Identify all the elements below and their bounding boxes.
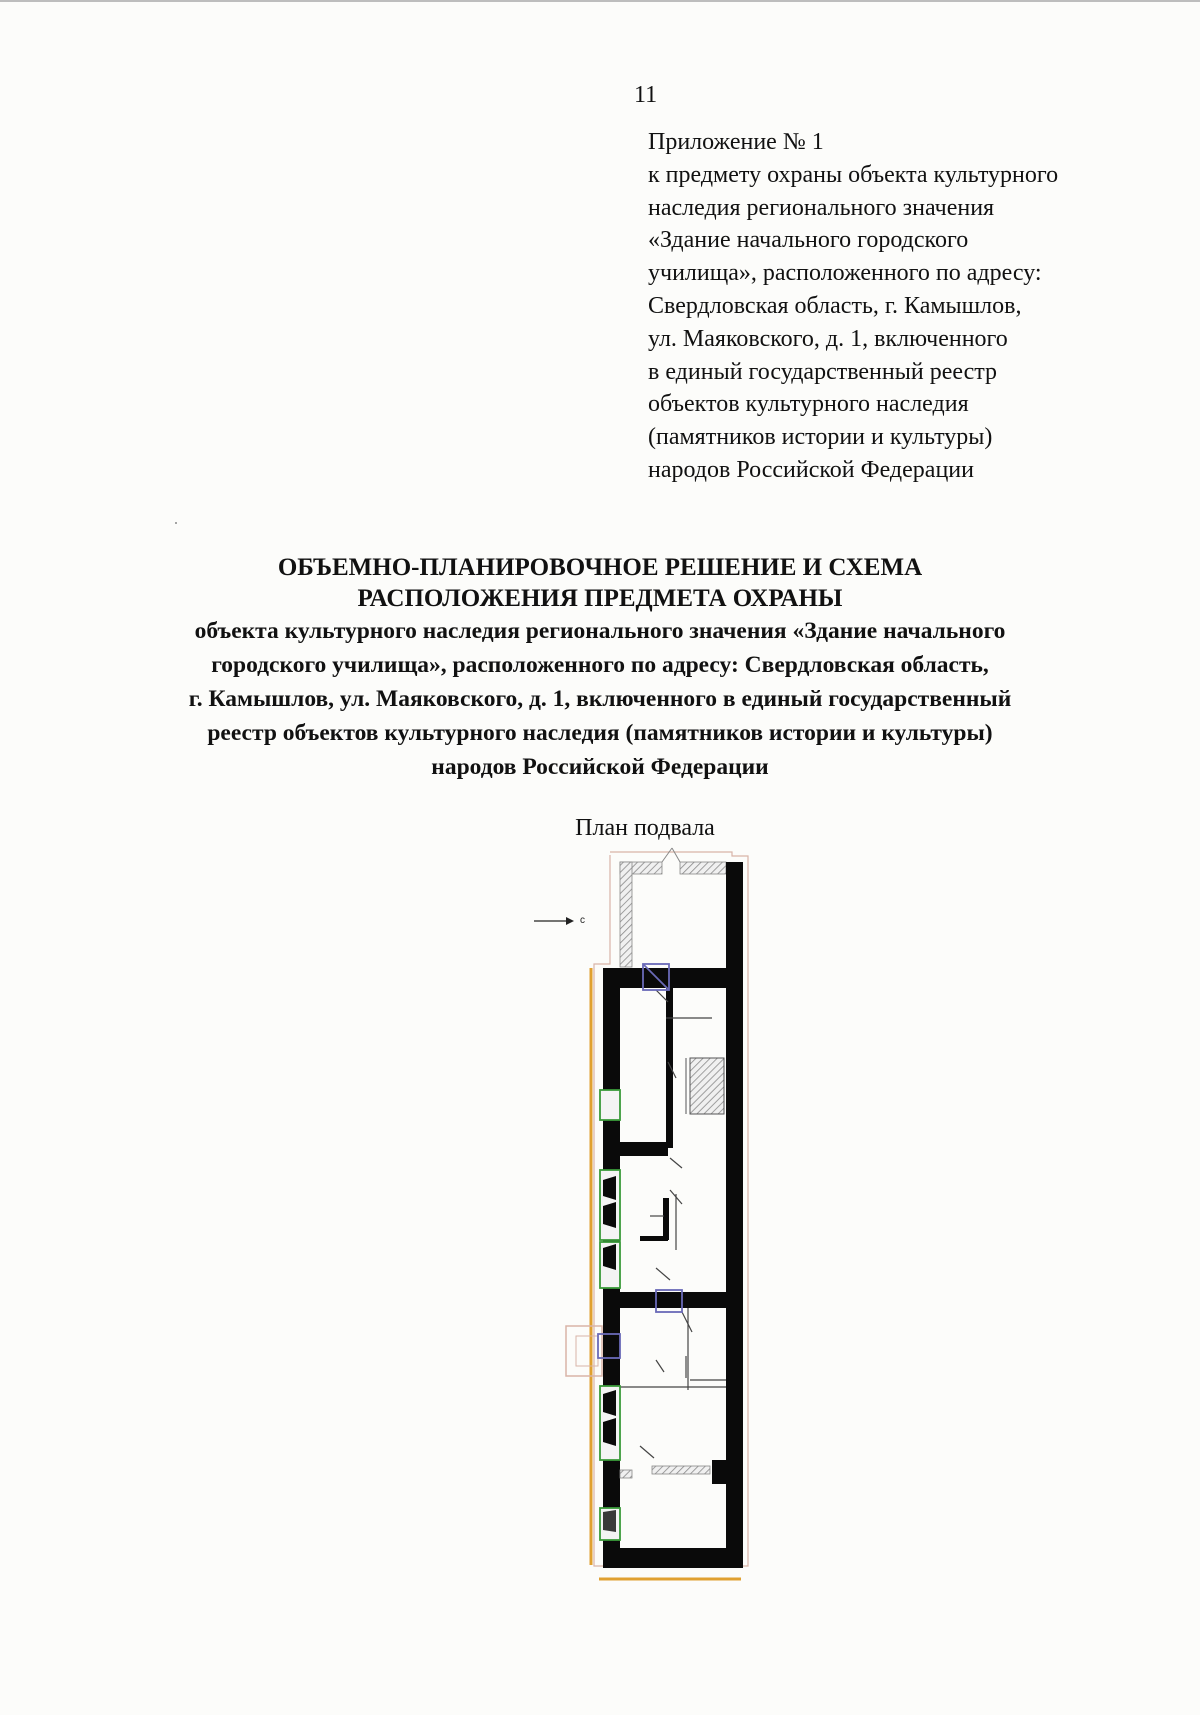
heading-subtitle-line: народов Российской Федерации — [431, 754, 769, 780]
basement-floor-plan — [520, 845, 760, 1585]
heading-subtitle-line: г. Камышлов, ул. Маяковского, д. 1, включенного в единый государственный — [188, 686, 1012, 712]
heading-subtitle-line: реестр объектов культурного наследия (памятников истории и культуры) — [207, 720, 993, 746]
hatched-partitions — [620, 1466, 710, 1478]
entrance-vestibule — [620, 848, 726, 967]
heading-title-line: РАСПОЛОЖЕНИЯ ПРЕДМЕТА ОХРАНЫ — [357, 585, 843, 612]
heading-subtitle-line: объекта культурного наследия регионального значения «Здание начального — [194, 618, 1006, 644]
appendix-line: «Здание начального городского — [648, 227, 969, 254]
north-label: с — [580, 915, 585, 926]
page-top-edge — [0, 0, 1200, 2]
load-bearing-walls — [603, 862, 743, 1568]
appendix-line: (памятников истории и культуры) — [648, 424, 993, 451]
scan-speck — [175, 522, 177, 524]
appendix-line: в единый государственный реестр — [648, 358, 998, 385]
appendix-line: Свердловская область, г. Камышлов, — [648, 292, 1022, 319]
heading-title-line: ОБЪЕМНО-ПЛАНИРОВОЧНОЕ РЕШЕНИЕ И СХЕМА — [277, 554, 923, 581]
appendix-line: объектов культурного наследия — [648, 391, 969, 418]
north-arrow — [534, 915, 585, 926]
plan-caption: План подвала — [575, 815, 715, 841]
heading-subtitle-line: городского училища», расположенного по адресу: Свердловская область, — [211, 652, 989, 678]
staircase — [686, 1058, 724, 1114]
appendix-line: наследия регионального значения — [648, 194, 995, 221]
appendix-line: ул. Маяковского, д. 1, включенного — [648, 325, 1008, 352]
light-well — [566, 1326, 602, 1376]
appendix-line: Приложение № 1 — [648, 129, 824, 155]
appendix-line: к предмету охраны объекта культурного — [648, 161, 1059, 188]
page-number: 11 — [634, 82, 658, 108]
appendix-line: училища», расположенного по адресу: — [648, 260, 1042, 287]
appendix-line: народов Российской Федерации — [648, 456, 974, 483]
document-heading — [0, 552, 1200, 784]
appendix-block — [648, 126, 1168, 487]
